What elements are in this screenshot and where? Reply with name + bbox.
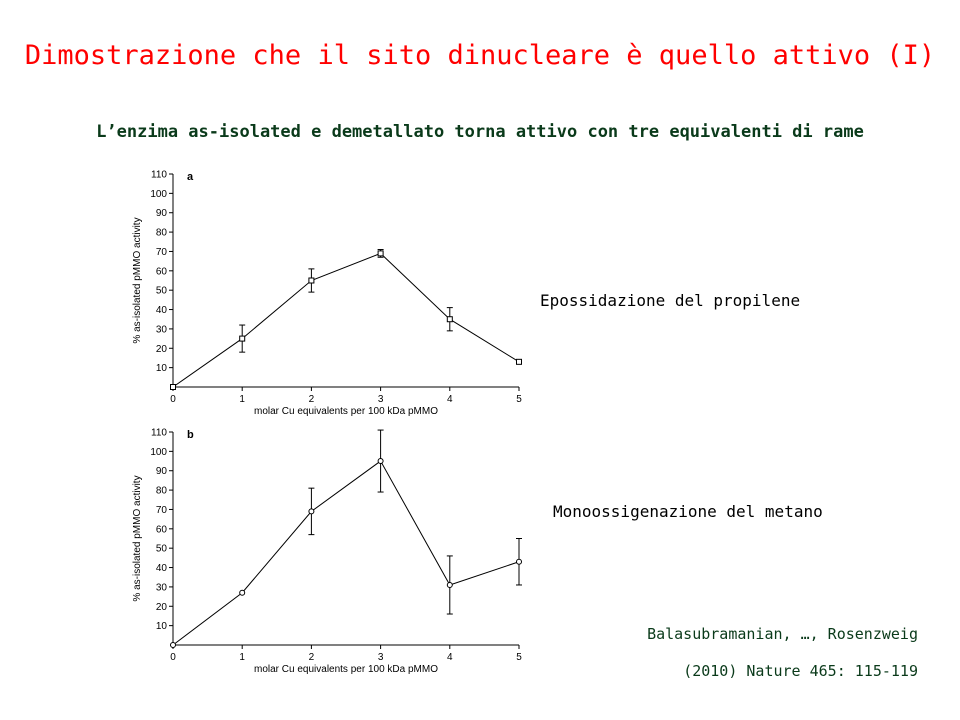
y-tick-label: 90 <box>155 466 167 478</box>
y-tick-label: 110 <box>151 169 167 181</box>
y-tick-label: 110 <box>151 427 167 439</box>
x-tick-label: 5 <box>516 394 522 405</box>
x-axis-title: molar Cu equivalents per 100 kDa pMMO <box>254 664 438 675</box>
data-point <box>309 509 314 514</box>
data-point <box>309 278 314 283</box>
x-tick-label: 0 <box>170 652 176 663</box>
y-tick-label: 100 <box>150 446 167 458</box>
x-tick-label: 3 <box>377 652 384 663</box>
y-tick-label: 30 <box>155 582 167 594</box>
y-tick-label: 50 <box>155 285 167 297</box>
data-point <box>517 359 522 364</box>
y-tick-label: 70 <box>155 504 167 516</box>
y-tick-label: 40 <box>155 305 167 317</box>
slide-title: Dimostrazione che il sito dinucleare è quello attivo (I) <box>24 40 936 71</box>
y-tick-label: 70 <box>155 246 167 258</box>
y-tick-label: 60 <box>155 524 167 536</box>
y-tick-label: 20 <box>155 601 167 613</box>
x-tick-label: 1 <box>239 394 245 405</box>
y-tick-label: 80 <box>155 227 167 239</box>
x-tick-label: 1 <box>239 652 245 663</box>
x-tick-label: 0 <box>170 394 176 405</box>
panel-label: a <box>187 171 194 183</box>
data-point <box>447 317 452 322</box>
y-tick-label: 20 <box>155 343 167 355</box>
y-tick-label: 90 <box>155 208 167 220</box>
y-tick-label: 40 <box>155 563 167 575</box>
chart-b <box>120 420 540 682</box>
x-tick-label: 3 <box>377 394 384 405</box>
y-axis-title: % as-isolated pMMO activity <box>132 217 143 344</box>
data-point <box>378 459 383 464</box>
y-tick-label: 10 <box>155 621 167 633</box>
data-point <box>171 643 176 648</box>
reference-authors: Balasubramanian, …, Rosenzweig <box>647 625 918 643</box>
slide-subtitle: L’enzima as-isolated e demetallato torna attivo con tre equivalenti di rame <box>96 122 864 142</box>
data-point <box>378 251 383 256</box>
x-tick-label: 4 <box>447 394 453 405</box>
series-line <box>173 253 519 387</box>
caption-propylene-epoxidation: Epossidazione del propilene <box>540 291 801 310</box>
y-tick-label: 10 <box>155 363 167 375</box>
x-tick-label: 2 <box>308 394 315 405</box>
caption-methane-monooxygenation: Monoossigenazione del metano <box>553 502 823 521</box>
data-point <box>171 385 176 390</box>
x-axis-title: molar Cu equivalents per 100 kDa pMMO <box>254 406 438 417</box>
chart-a <box>120 162 540 424</box>
panel-label: b <box>187 429 194 441</box>
y-tick-label: 100 <box>150 188 167 200</box>
data-point <box>240 590 245 595</box>
y-tick-label: 50 <box>155 543 167 555</box>
x-tick-label: 2 <box>308 652 315 663</box>
y-axis-title: % as-isolated pMMO activity <box>132 475 143 602</box>
data-point <box>517 559 522 564</box>
data-point <box>240 336 245 341</box>
y-tick-label: 80 <box>155 485 167 497</box>
series-line <box>173 461 519 645</box>
x-tick-label: 5 <box>516 652 522 663</box>
x-tick-label: 4 <box>447 652 453 663</box>
y-tick-label: 30 <box>155 324 167 336</box>
reference-citation: (2010) Nature 465: 115-119 <box>683 662 918 680</box>
y-tick-label: 60 <box>155 266 167 278</box>
data-point <box>447 582 452 587</box>
